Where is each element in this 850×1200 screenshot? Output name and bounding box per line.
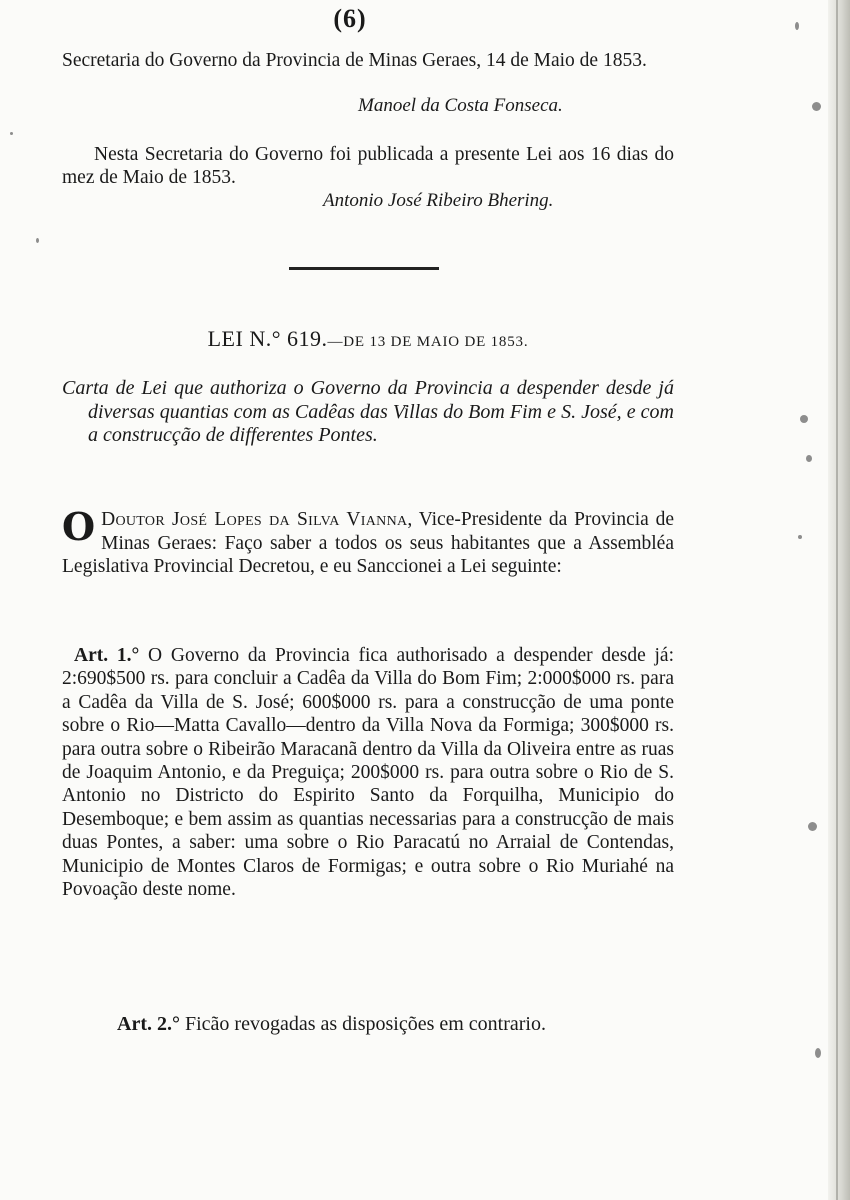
- ink-speck: [815, 1048, 821, 1058]
- article-2-label: Art. 2.°: [117, 1013, 180, 1035]
- article-1-text: O Governo da Provincia fica authorisado a despender desde já: 2:690$500 rs. para concluir a Cadêa da Villa do Bom Fim; 2:000$000 rs. para a Cadêa da Villa de S. José; 600$000 rs. para a construcção de uma ponte sobre o Rio—Matta Cavallo—dentro da Villa Nova da Formiga; 300$000 rs. para outra sobre o Ribeirão Maracanã dentro da Villa da Oliveira entre as ruas de Joaquim Antonio, e da Preguiça; 200$000 rs. para outra sobre o Rio de S. Antonio no Districto do Espirito Santo da Forquilha, Municipio do Desemboque; e bem assim as quantias necessarias para a construcção de mais duas Pontes, a saber: uma sobre o Rio Paracatú no Arraial de Contendas, Municipio de Montes Claros de Formigas; e outra sobre o Rio Muriahé na Povoação deste nome.: [62, 645, 674, 901]
- article-1-label: Art. 1.°: [74, 645, 140, 666]
- ink-speck: [808, 822, 817, 831]
- page-edge-shadow: [828, 0, 850, 1200]
- ink-speck: [10, 132, 13, 135]
- ink-speck: [800, 415, 808, 423]
- article-2: [62, 1012, 674, 1036]
- prev-law-closing-paragraph: Secretaria do Governo da Provincia de Minas Geraes, 14 de Maio de 1853.: [62, 50, 647, 71]
- ink-speck: [812, 102, 821, 111]
- article-2-text: Ficão revogadas as disposições em contrario.: [184, 1013, 546, 1035]
- page-edge-line: [836, 0, 838, 1200]
- law-summary: Carta de Lei que authoriza o Governo da Provincia a despender desde já diversas quantias com as Cadêas das Villas do Bom Fim e S. José, e com a construcção de differentes Pontes.: [62, 377, 674, 446]
- law-heading: [62, 326, 674, 352]
- publication-signature: Antonio José Ribeiro Bhering.: [323, 190, 554, 211]
- law-preamble: [62, 504, 674, 579]
- dropcap-letter: O: [62, 504, 96, 549]
- vice-president-name: Doutor José Lopes da Silva Vianna: [101, 509, 408, 530]
- ink-speck: [806, 455, 812, 462]
- article-1: [62, 644, 674, 901]
- ink-speck: [795, 22, 799, 30]
- prev-law-signature: Manoel da Costa Fonseca.: [358, 95, 563, 116]
- page-number: (6): [333, 4, 367, 33]
- publication-paragraph: Nesta Secretaria do Governo foi publicada a presente Lei aos 16 dias do mez de Maio de 1853.: [62, 144, 674, 188]
- ink-speck: [798, 535, 802, 539]
- ink-speck: [36, 238, 39, 243]
- preamble-text: , Vice-Presidente da Provincia de Minas Geraes: Faço saber a todos os seus habitantes que a Assembléa Legislativa Provincial Decretou, e eu Sanccionei a Lei seguinte:: [62, 509, 674, 577]
- law-date: —DE 13 DE MAIO DE 1853.: [327, 334, 529, 350]
- law-number: LEI N.° 619.: [207, 326, 328, 351]
- section-divider: [289, 267, 439, 270]
